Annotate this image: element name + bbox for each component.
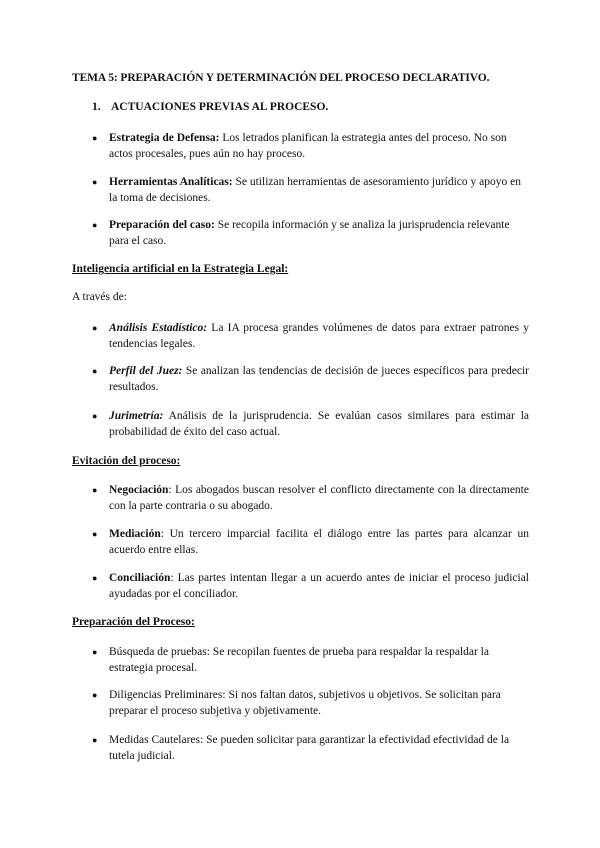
document-title: TEMA 5: PREPARACIÓN Y DETERMINACIÓN DEL PROCESO DECLARATIVO. (72, 72, 490, 84)
bullet-icon: ● (92, 573, 98, 583)
list-item (92, 364, 529, 395)
item-label: Jurimetría: (109, 410, 164, 422)
list-item (92, 175, 529, 206)
item-label: Negociación (109, 484, 169, 496)
list-item (92, 571, 529, 602)
section-heading-preparacion: Preparación del Proceso: (72, 616, 195, 628)
section-heading-text: ACTUACIONES PREVIAS AL PROCESO. (111, 101, 329, 113)
item-text: La IA procesa grandes volúmenes de datos para extraer patrones y tendencias legales. (109, 322, 529, 350)
list-item (92, 483, 529, 514)
bullet-icon: ● (92, 133, 98, 143)
item-label: Herramientas Analíticas: (109, 176, 233, 188)
bullet-icon: ● (92, 220, 98, 230)
list-item (92, 733, 529, 764)
list-item (92, 218, 529, 249)
section-heading-ia: Inteligencia artificial en la Estrategia Legal: (72, 263, 289, 275)
bullet-icon: ● (92, 366, 98, 376)
item-label: Estrategia de Defensa: (109, 132, 220, 144)
bullet-icon: ● (92, 323, 98, 333)
bullet-icon: ● (92, 411, 98, 421)
list-item (92, 409, 529, 440)
item-label: Mediación (109, 528, 161, 540)
item-text: Se analizan las tendencias de decisión de jueces específicos para predecir resultados. (109, 365, 529, 393)
item-label: Conciliación (109, 572, 171, 584)
item-label: Análisis Estadístico: (109, 322, 208, 334)
bullet-icon: ● (92, 529, 98, 539)
list-item (92, 131, 529, 162)
list-item (92, 527, 529, 558)
item-text: Los letrados planifican la estrategia antes del proceso. No son actos procesales, pues aún no hay proceso. (109, 132, 507, 160)
section-heading-evitacion: Evitación del proceso: (72, 455, 181, 467)
item-text: Análisis de la jurisprudencia. Se evalúan casos similares para estimar la probabilidad de éxito del caso actual. (109, 410, 529, 438)
bullet-icon: ● (92, 647, 98, 657)
item-text: Búsqueda de pruebas: Se recopilan fuentes de prueba para respaldar la respaldar la estrategia procesal. (109, 646, 489, 674)
item-text: Se recopila información y se analiza la jurisprudencia relevante para el caso. (109, 219, 510, 247)
bullet-icon: ● (92, 690, 98, 700)
item-text: : Las partes intentan llegar a un acuerdo antes de iniciar el proceso judicial ayudadas por el conciliador. (109, 572, 529, 600)
bullet-icon: ● (92, 485, 98, 495)
item-text: Se utilizan herramientas de asesoramiento jurídico y apoyo en la toma de decisiones. (109, 176, 521, 204)
list-item (92, 688, 529, 719)
section-heading-actuaciones (92, 101, 328, 113)
section-number: 1. (92, 101, 101, 113)
intro-text: A través de: (72, 291, 127, 303)
item-label: Perfil del Juez: (109, 365, 183, 377)
bullet-icon: ● (92, 735, 98, 745)
bullet-icon: ● (92, 177, 98, 187)
item-text: : Los abogados buscan resolver el conflicto directamente con la directamente con la parte contraria o su abogado. (109, 484, 529, 512)
item-text: Diligencias Preliminares: Si nos faltan datos, subjetivos u objetivos. Se solicitan para preparar el proceso subjetiva y objetivamente. (109, 689, 501, 717)
list-item (92, 645, 529, 676)
item-text: : Un tercero imparcial facilita el diálogo entre las partes para alcanzar un acuerdo entre ellas. (109, 528, 529, 556)
item-text: Medidas Cautelares: Se pueden solicitar para garantizar la efectividad efectividad de la tutela judicial. (109, 734, 510, 762)
item-label: Preparación del caso: (109, 219, 215, 231)
list-item (92, 321, 529, 352)
